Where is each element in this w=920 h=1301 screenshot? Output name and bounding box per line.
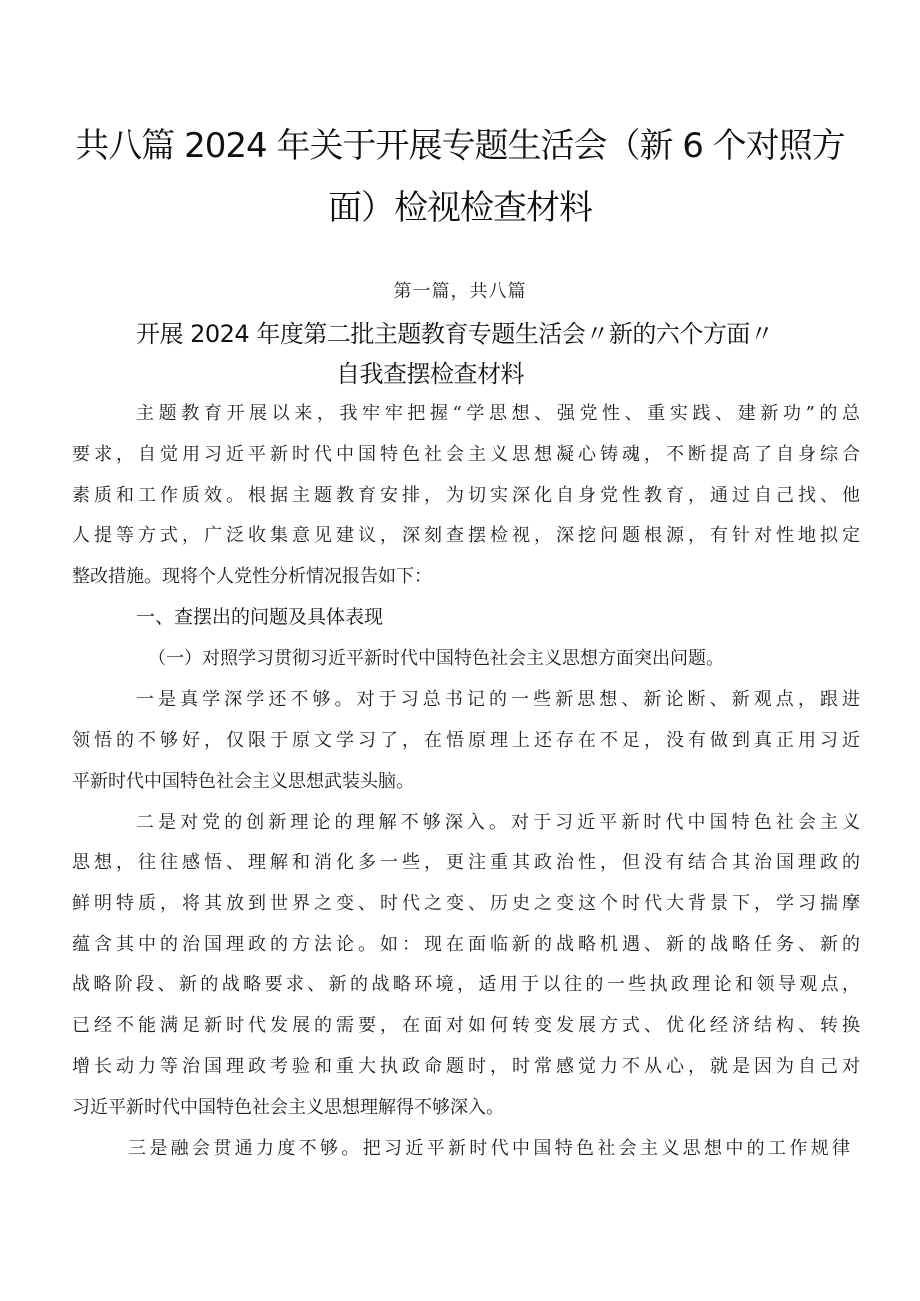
part-label: 第一篇，共八篇 (393, 281, 527, 302)
document-title-line-2: 面）检视检查材料 (328, 188, 592, 228)
paragraph-line: 二是对党的创新理论的理解不够深入。对于习近平新时代中国特色社会主义 (136, 812, 860, 833)
paragraph-line: 平新时代中国特色社会主义思想武装头脑。 (72, 771, 414, 792)
subtitle-line-1: 开展 2024 年度第二批主题教育专题生活会〃新的六个方面〃 (136, 320, 774, 348)
paragraph-line: 主题教育开展以来，我牢牢把握“学思想、强党性、重实践、建新功”的总 (136, 403, 860, 424)
paragraph-line: 战略阶段、新的战略要求、新的战略环境，适用于以往的一些执政理论和领导观点， (72, 974, 860, 995)
subsection-heading: （一）对照学习贯彻习近平新时代中国特色社会主义思想方面突出问题。 (148, 648, 724, 669)
paragraph-line: 要求，自觉用习近平新时代中国特色社会主义思想凝心铸魂，不断提高了自身综合 (72, 444, 860, 465)
document-title-line-1: 共八篇 2024 年关于开展专题生活会（新 6 个对照方 (75, 126, 845, 166)
paragraph-line: 增长动力等治国理政考验和重大执政命题时，时常感觉力不从心，就是因为自己对 (72, 1056, 860, 1077)
paragraph-line: 素质和工作质效。根据主题教育安排，为切实深化自身党性教育，通过自己找、他 (72, 485, 860, 506)
paragraph-line: 整改措施。现将个人党性分析情况报告如下： (72, 566, 432, 587)
section-heading: 一、查摆出的问题及具体表现 (136, 606, 384, 628)
paragraph-line: 鲜明特质，将其放到世界之变、时代之变、历史之变这个时代大背景下，学习揣摩 (72, 893, 860, 914)
paragraph-line: 领悟的不够好，仅限于原文学习了，在悟原理上还存在不足，没有做到真正用习近 (72, 730, 860, 751)
paragraph-line: 思想，往往感悟、理解和消化多一些，更注重其政治性，但没有结合其治国理政的 (72, 852, 860, 873)
paragraph-line: 人提等方式，广泛收集意见建议，深刻查摆检视，深挖问题根源，有针对性地拟定 (72, 525, 860, 546)
paragraph-line: 三是融会贯通力度不够。把习近平新时代中国特色社会主义思想中的工作规律 (128, 1138, 850, 1159)
paragraph-line: 已经不能满足新时代发展的需要，在面对如何转变发展方式、优化经济结构、转换 (72, 1015, 860, 1036)
paragraph-line: 一是真学深学还不够。对于习总书记的一些新思想、新论断、新观点，跟进 (136, 689, 860, 710)
paragraph-line: 蕴含其中的治国理政的方法论。如：现在面临新的战略机遇、新的战略任务、新的 (72, 934, 860, 955)
subtitle-line-2: 自我查摆检查材料 (336, 360, 524, 388)
paragraph-line: 习近平新时代中国特色社会主义思想理解得不够深入。 (72, 1097, 504, 1118)
